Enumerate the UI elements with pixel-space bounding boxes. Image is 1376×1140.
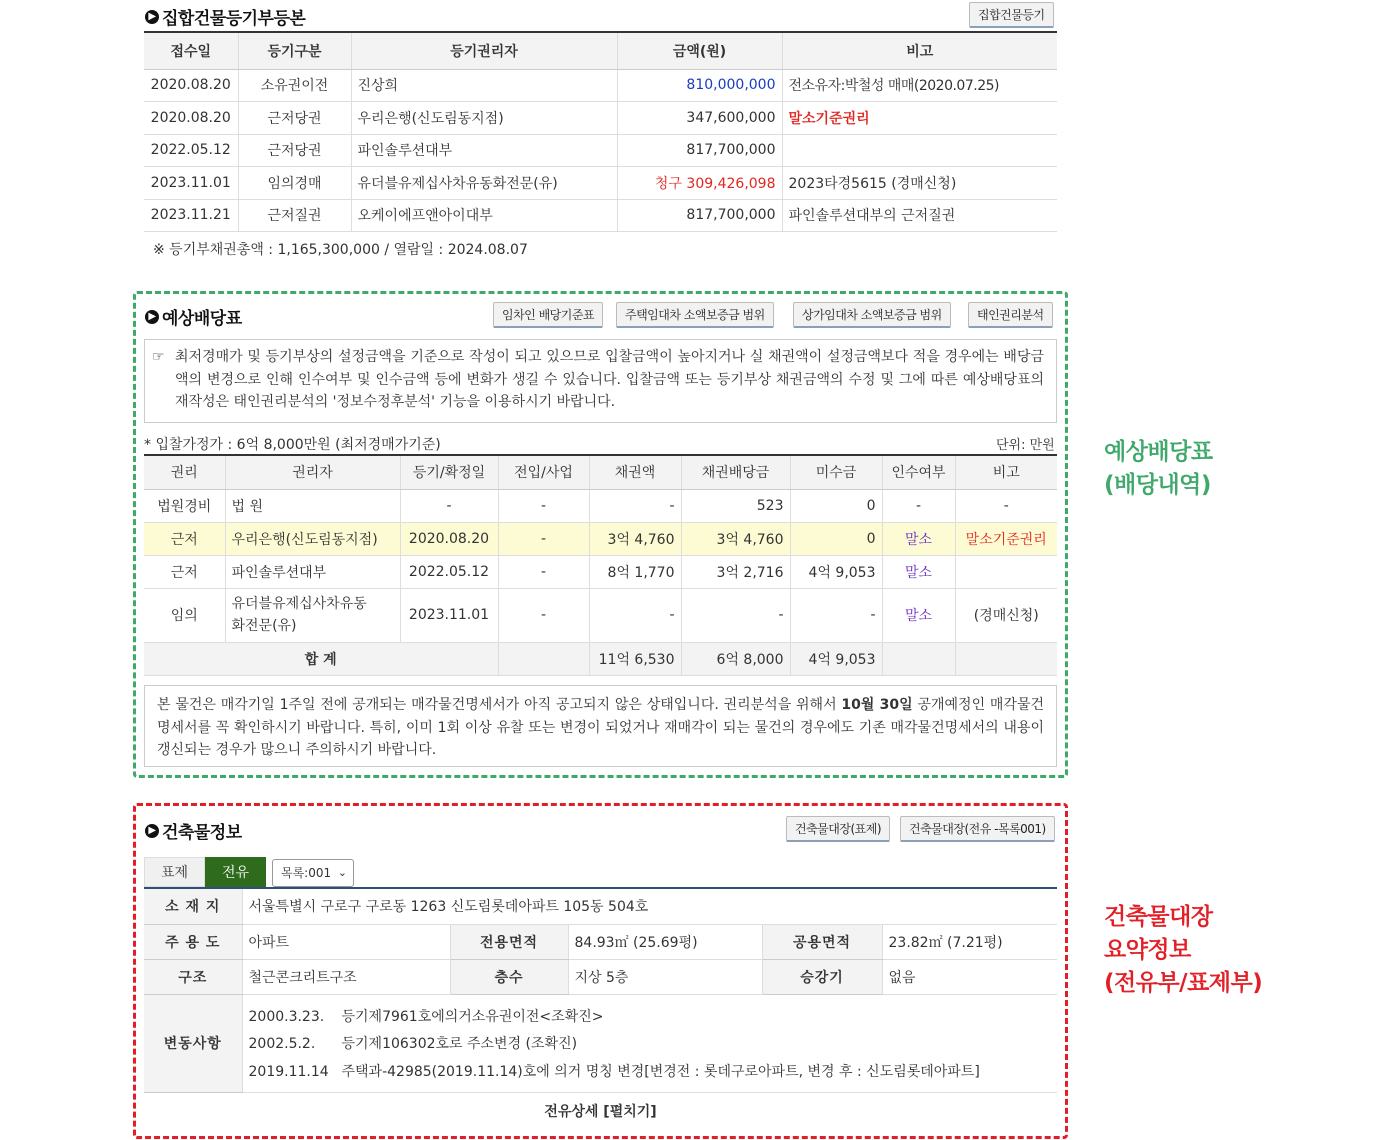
bid-price-text: * 입찰가정가 : 6억 8,000만원 (최저경매가기준): [144, 437, 441, 453]
sale-notice-box: [144, 685, 1057, 767]
register-button[interactable]: 집합건물등기: [969, 2, 1054, 28]
exclusive-area-label: 전용면적: [450, 924, 568, 959]
tenant-dividend-standard-button[interactable]: 임차인 배당기준표: [493, 302, 603, 328]
note-cell: [782, 134, 1057, 167]
unpaid-cell: 0: [790, 489, 882, 522]
building-side-label: [1104, 901, 1262, 1000]
elevator-value: 없음: [882, 959, 1057, 994]
table-row: [144, 959, 1057, 994]
type-cell: 임의경매: [238, 167, 351, 200]
unit-text: 단위: 만원: [996, 438, 1055, 453]
change-date: 2019.11.14: [248, 1063, 329, 1080]
register-header-row: [144, 32, 1057, 69]
holder-cell: 우리은행(신도림동지점): [351, 102, 617, 135]
dividend-section-header: [145, 304, 242, 329]
move-in-cell: -: [498, 522, 589, 555]
change-text: 등기제7961호에의거소유권이전<조확진>: [341, 1008, 604, 1025]
side-label-line: (전유부/표제부): [1104, 970, 1263, 996]
column-header: 권리자: [225, 455, 400, 489]
change-date: 2002.5.2.: [248, 1036, 316, 1053]
type-cell: 근저당권: [238, 102, 351, 135]
table-row: [144, 994, 1057, 1092]
dividend-header-row: [144, 455, 1057, 489]
chevron-down-icon: ⌄: [337, 866, 347, 879]
change-item: [249, 1004, 1052, 1032]
unpaid-cell: -: [790, 588, 882, 642]
total-claim-cell: 11억 6,530: [589, 642, 681, 675]
right-cell: 임의: [144, 588, 225, 642]
holder-cell: 파인솔루션대부: [225, 555, 400, 588]
move-in-cell: -: [498, 588, 589, 642]
chevron-right-icon: ▶: [145, 824, 159, 838]
table-row: [144, 134, 1057, 167]
amount-cell: 347,600,000: [617, 102, 782, 135]
date-cell: 2020.08.20: [400, 522, 498, 555]
list-select-value: 목록:001: [281, 866, 332, 880]
dividend-side-label: [1104, 436, 1213, 502]
change-date: 2000.3.23.: [248, 1008, 325, 1025]
side-label-line: 요약정보: [1104, 937, 1191, 963]
claim-cell: 8억 1,770: [589, 555, 681, 588]
floor-value: 지상 5층: [568, 959, 762, 994]
dividend-notice-text: 최저경매가 및 등기부상의 설정금액을 기준으로 작성이 되고 있으므로 입찰금액이 높아지거나 실 채권액이 설정금액보다 적을 경우에는 배당금액의 변경으로 인해 인수여부 및 인수금액 등에 변화가 생길 수 있습니다. 입찰금액 또는 등기부상 채권금액의 수정 및 그에 따른 예상배당표의 재작성은 태인권리분석의 '정보수정후분석' 기능을 이용하시기 바랍니다.: [175, 349, 1044, 410]
amount-cell: 817,700,000: [617, 199, 782, 232]
column-header: 금액(원): [617, 32, 782, 69]
date-cell: 2022.05.12: [400, 555, 498, 588]
tab-title-part[interactable]: 표제: [144, 857, 205, 887]
unpaid-cell: 4억 9,053: [790, 555, 882, 588]
paid-cell: -: [681, 588, 790, 642]
note-cell: (경매신청): [955, 588, 1057, 642]
holder-cell: 파인솔루션대부: [351, 134, 617, 167]
use-label: 주 용 도: [144, 924, 242, 959]
column-header: 등기/확정일: [400, 455, 498, 489]
column-header: 전입/사업: [498, 455, 589, 489]
structure-label: 구조: [144, 959, 242, 994]
claim-cell: 3억 4,760: [589, 522, 681, 555]
date-cell: 2023.11.01: [400, 588, 498, 642]
date-cell: 2023.11.01: [144, 167, 238, 200]
amount-value: 309,426,098: [686, 175, 776, 192]
structure-value: 철근콘크리트구조: [242, 959, 450, 994]
register-table: [144, 31, 1057, 232]
empty-cell: [882, 642, 955, 675]
building-section-header: [145, 818, 242, 843]
total-label: 합 계: [144, 642, 498, 675]
table-row: [144, 588, 1057, 642]
holder-cell: 진상희: [351, 69, 617, 102]
change-text: 등기제106302호로 주소변경 (조확진): [341, 1036, 578, 1053]
building-tabs: [144, 857, 266, 887]
use-value: 아파트: [242, 924, 450, 959]
sale-notice-text-a: 본 물건은 매각기일 1주일 전에 공개되는 매각물건명세서가 아직 공고되지 않은 상태입니다. 권리분석을 위해서: [157, 697, 842, 713]
dividend-notice-box: [144, 339, 1057, 423]
register-title: ▶ 집합건물등기부등본: [145, 4, 305, 29]
claim-cell: -: [589, 588, 681, 642]
holder-cell: 오케이에프앤아이대부: [351, 199, 617, 232]
right-cell: 근저: [144, 555, 225, 588]
dividend-title: ▶ 예상배당표: [145, 304, 242, 329]
right-cell: 근저: [144, 522, 225, 555]
exclusive-area-value: 84.93㎡ (25.69평): [568, 924, 762, 959]
assume-cell: -: [882, 489, 955, 522]
date-cell: 2020.08.20: [144, 69, 238, 102]
right-cell: 법원경비: [144, 489, 225, 522]
floor-label: 층수: [450, 959, 568, 994]
sale-notice-text-b: 공개예정인 매각물건명세서를 꼭 확인하시기 바랍니다. 특히, 이미 1회 이상 유찰 또는 변경이 되었거나 재매각이 되는 물건의 경우에도 기존 매각물건명세서의 내용이 갱신되는 경우가 많으니 주의하시기 바랍니다.: [157, 697, 1044, 758]
table-row: [144, 888, 1057, 924]
chevron-right-icon: ▶: [145, 310, 159, 324]
commercial-deposit-range-button[interactable]: 상가임대차 소액보증금 범위: [793, 302, 951, 328]
column-header: 비고: [782, 32, 1057, 69]
chevron-right-icon: ▶: [145, 10, 159, 24]
unpaid-cell: 0: [790, 522, 882, 555]
register-footnote: ※ 등기부채권총액 : 1,165,300,000 / 열람일 : 2024.08.07: [153, 242, 528, 258]
building-title: ▶ 건축물정보: [145, 818, 242, 843]
claim-prefix: 청구: [654, 175, 682, 192]
table-row: [144, 199, 1057, 232]
side-label-line: 건축물대장: [1104, 904, 1213, 930]
common-area-value: 23.82㎡ (7.21평): [882, 924, 1057, 959]
paid-cell: 3억 4,760: [681, 522, 790, 555]
empty-cell: [498, 642, 589, 675]
column-header: 접수일: [144, 32, 238, 69]
holder-line: 유더블유제십사차유동: [231, 596, 367, 612]
table-row: [144, 1092, 1057, 1130]
sale-notice-date: 10월 30일: [841, 697, 913, 713]
note-cell: 파인솔루션대부의 근저질권: [782, 199, 1057, 232]
date-cell: -: [400, 489, 498, 522]
type-cell: 소유권이전: [238, 69, 351, 102]
location-value: 서울특별시 구로구 구로동 1263 신도림롯데아파트 105동 504호: [242, 888, 1057, 924]
table-row: [144, 522, 1057, 555]
side-label-line: (배당내역): [1104, 472, 1211, 498]
assume-cell: 말소: [882, 555, 955, 588]
holder-cell: [225, 588, 400, 642]
empty-cell: [955, 642, 1057, 675]
building-register-title-button[interactable]: 건축물대장(표제): [786, 816, 890, 842]
table-row: [144, 167, 1057, 200]
change-item: [249, 1059, 1052, 1087]
total-row: [144, 642, 1057, 675]
note-cell: 2023타경5615 (경매신청): [782, 167, 1057, 200]
tab-unit-part[interactable]: 전유: [205, 857, 266, 887]
common-area-label: 공용면적: [762, 924, 882, 959]
note-cell: [955, 555, 1057, 588]
column-header: 채권배당금: [681, 455, 790, 489]
move-in-cell: -: [498, 555, 589, 588]
column-header: 등기구분: [238, 32, 351, 69]
register-section-header: [145, 4, 305, 29]
note-cell: 말소기준권리: [955, 522, 1057, 555]
total-unpaid-cell: 4억 9,053: [790, 642, 882, 675]
changes-cell: [242, 994, 1057, 1092]
changes-label: 변동사항: [144, 994, 242, 1092]
side-label-line: 예상배당표: [1104, 439, 1213, 465]
change-item: [249, 1031, 1052, 1059]
note-cell: -: [955, 489, 1057, 522]
move-in-cell: -: [498, 489, 589, 522]
building-register-unit-button[interactable]: 건축물대장(전유 -목록001): [900, 816, 1055, 842]
table-row: [144, 69, 1057, 102]
elevator-label: 승강기: [762, 959, 882, 994]
housing-deposit-range-button[interactable]: 주택임대차 소액보증금 범위: [616, 302, 774, 328]
paid-cell: 3억 2,716: [681, 555, 790, 588]
taein-rights-analysis-button[interactable]: 태인권리분석: [968, 302, 1053, 328]
list-select[interactable]: [272, 859, 354, 887]
table-row: [144, 924, 1057, 959]
holder-line: 화전문(유): [231, 618, 297, 634]
assume-cell: 말소: [882, 588, 955, 642]
claim-cell: -: [589, 489, 681, 522]
total-paid-cell: 6억 8,000: [681, 642, 790, 675]
date-cell: 2022.05.12: [144, 134, 238, 167]
dividend-table: [144, 454, 1057, 676]
table-row: [144, 555, 1057, 588]
table-row: [144, 102, 1057, 135]
date-cell: 2020.08.20: [144, 102, 238, 135]
column-header: 채권액: [589, 455, 681, 489]
amount-cell: [617, 167, 782, 200]
holder-cell: 법 원: [225, 489, 400, 522]
change-text: 주택과-42985(2019.11.14)호에 의거 명칭 변경[변경전 : 롯데구로아파트, 변경 후 : 신도림롯데아파트]: [341, 1063, 980, 1080]
location-label: 소 재 지: [144, 888, 242, 924]
type-cell: 근저질권: [238, 199, 351, 232]
assume-cell: 말소: [882, 522, 955, 555]
expand-unit-detail-link[interactable]: 전유상세 [펼치기]: [544, 1104, 657, 1121]
amount-cell: 817,700,000: [617, 134, 782, 167]
column-header: 등기권리자: [351, 32, 617, 69]
column-header: 비고: [955, 455, 1057, 489]
column-header: 인수여부: [882, 455, 955, 489]
note-cell: 말소기준권리: [782, 102, 1057, 135]
note-cell: 전소유자:박철성 매매(2020.07.25): [782, 69, 1057, 102]
amount-cell: 810,000,000: [617, 69, 782, 102]
holder-cell: 우리은행(신도림동지점): [225, 522, 400, 555]
building-table: [144, 887, 1057, 1130]
type-cell: 근저당권: [238, 134, 351, 167]
pointing-hand-icon: ☞: [152, 349, 165, 365]
paid-cell: 523: [681, 489, 790, 522]
holder-cell: 유더블유제십사차유동화전문(유): [351, 167, 617, 200]
column-header: 미수금: [790, 455, 882, 489]
table-row: [144, 489, 1057, 522]
column-header: 권리: [144, 455, 225, 489]
date-cell: 2023.11.21: [144, 199, 238, 232]
